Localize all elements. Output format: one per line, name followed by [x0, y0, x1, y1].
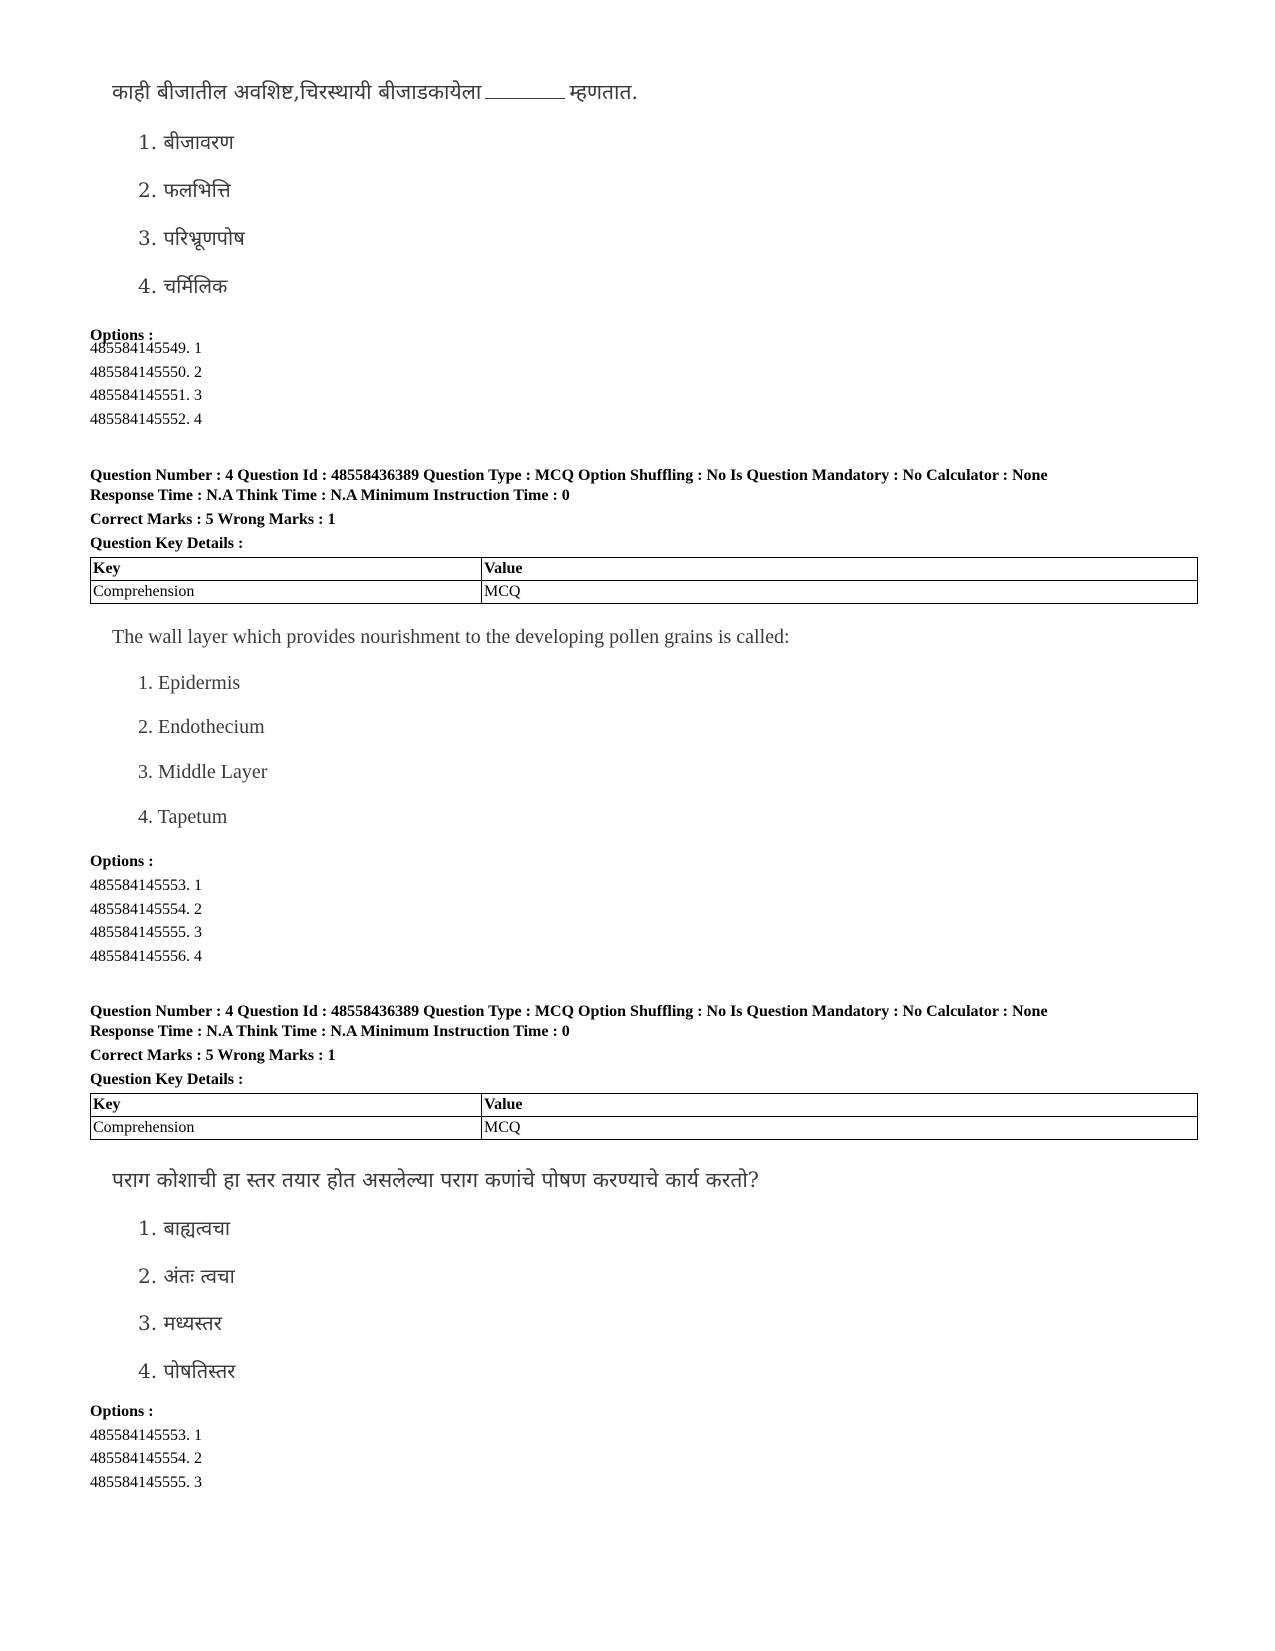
option-line: 485584145551. 3 — [90, 387, 202, 404]
table-row — [91, 1117, 1198, 1140]
key-details-label: Question Key Details : — [90, 535, 244, 552]
question-meta-line: Response Time : N.A Think Time : N.A Minimum Instruction Time : 0 — [90, 487, 570, 504]
key-details-table — [90, 557, 1198, 604]
option-line: 485584145553. 1 — [90, 1427, 202, 1444]
option-line: 485584145555. 3 — [90, 1474, 202, 1491]
key-details-table — [90, 1093, 1198, 1140]
question-image-marathi-q3 — [112, 78, 639, 298]
choice-item: 3. परिभ्रूणपोष — [138, 226, 245, 250]
question-stem: The wall layer which provides nourishment to the developing pollen grains is called: — [112, 626, 790, 648]
option-line: 485584145554. 2 — [90, 1450, 202, 1467]
question-meta-line: Question Number : 4 Question Id : 48558436389 Question Type : MCQ Option Shuffling : No Is Question Mandatory : No Calculator : None — [90, 1003, 1048, 1020]
question-meta-line: Question Number : 4 Question Id : 48558436389 Question Type : MCQ Option Shuffling : No Is Question Mandatory : No Calculator : None — [90, 467, 1048, 484]
table-cell: MCQ — [482, 1117, 1198, 1140]
option-line: 485584145553. 1 — [90, 877, 202, 894]
choice-item: 4. चर्मिलिक — [138, 274, 228, 298]
option-line: 485584145555. 3 — [90, 924, 202, 941]
marks-line: Correct Marks : 5 Wrong Marks : 1 — [90, 1047, 336, 1064]
question-stem — [112, 78, 638, 106]
question-meta-line: Response Time : N.A Think Time : N.A Minimum Instruction Time : 0 — [90, 1023, 570, 1040]
option-line: 485584145552. 4 — [90, 411, 202, 428]
fill-blank — [485, 98, 565, 99]
options-label: Options : — [90, 327, 154, 344]
choice-item: 1. बाह्यत्वचा — [138, 1216, 231, 1240]
choice-item: 3. मध्यस्तर — [138, 1311, 222, 1335]
question-stem-part: म्हणतात. — [569, 80, 639, 104]
choice-item: 2. फलभित्ति — [138, 178, 231, 202]
choice-item: 2. Endothecium — [138, 716, 265, 738]
table-header-row — [91, 558, 1198, 581]
choice-item: 1. बीजावरण — [138, 130, 234, 154]
table-header-row — [91, 1094, 1198, 1117]
option-line: 485584145549. 1 — [90, 340, 202, 357]
choice-item: 3. Middle Layer — [138, 761, 268, 783]
option-line: 485584145550. 2 — [90, 364, 202, 381]
key-details-label: Question Key Details : — [90, 1071, 244, 1088]
table-cell: Comprehension — [91, 581, 482, 604]
options-label: Options : — [90, 853, 154, 870]
options-label: Options : — [90, 1403, 154, 1420]
table-header-cell: Value — [482, 558, 1198, 581]
table-header-cell: Key — [91, 558, 482, 581]
table-header-cell: Value — [482, 1094, 1198, 1117]
choice-item: 4. Tapetum — [138, 806, 228, 828]
question-stem: पराग कोशाची हा स्तर तयार होत असलेल्या पराग कणांचे पोषण करण्याचे कार्य करतो? — [112, 1168, 760, 1192]
option-line: 485584145556. 4 — [90, 948, 202, 965]
table-row — [91, 581, 1198, 604]
table-cell: MCQ — [482, 581, 1198, 604]
choice-item: 1. Epidermis — [138, 672, 241, 694]
choice-item: 4. पोषतिस्तर — [138, 1359, 236, 1383]
table-cell: Comprehension — [91, 1117, 482, 1140]
choice-item: 2. अंतः त्वचा — [138, 1264, 235, 1288]
question-stem-part: काही बीजातील अवशिष्ट,चिरस्थायी बीजाडकायेला — [112, 80, 482, 104]
marks-line: Correct Marks : 5 Wrong Marks : 1 — [90, 511, 336, 528]
table-header-cell: Key — [91, 1094, 482, 1117]
question-image-english-q4 — [112, 626, 790, 828]
question-image-marathi-q4 — [112, 1166, 760, 1383]
option-line: 485584145554. 2 — [90, 901, 202, 918]
